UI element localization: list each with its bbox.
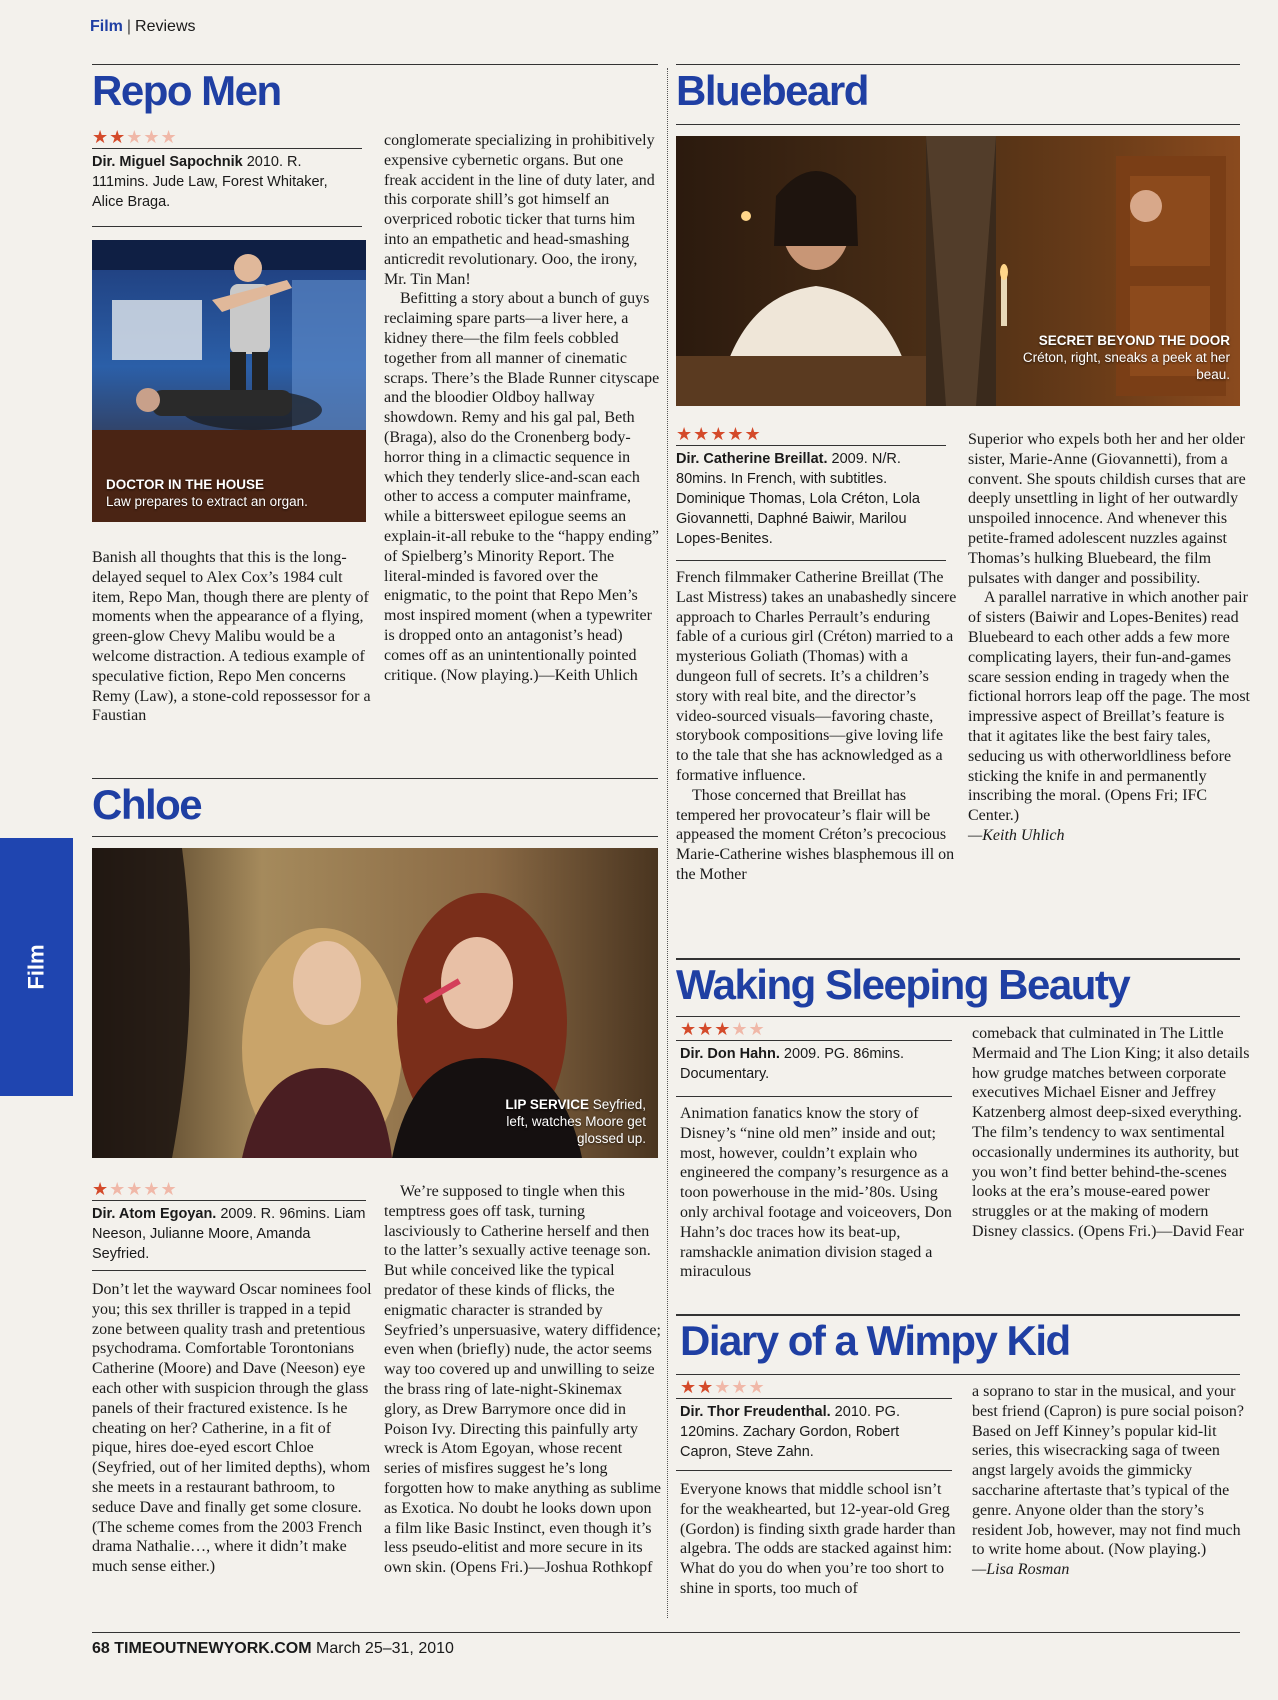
waking-body-col2 [972, 1024, 1252, 1242]
waking-top-rule [676, 958, 1240, 960]
chloe-rating-rule [92, 1200, 366, 1201]
bluebeard-caption [1016, 332, 1230, 383]
film-side-tab-label: Film [23, 944, 49, 990]
bluebeard-title: Bluebeard [676, 67, 868, 114]
waking-stars-empty: ★★ [731, 1019, 766, 1039]
waking-body-col1 [680, 1104, 962, 1282]
wimpy-director: Dir. Thor Freudenthal. [680, 1404, 831, 1420]
repo-men-col1-text: Banish all thoughts that this is the long-delayed sequel to Alex Cox’s 1984 cult item, Repo Man, though there are plenty of moments when the appearance of a flying, green-glow Chevy Malibu would be a welcome distraction. A tedious example of speculative fiction, Repo Men concerns Remy (Law), a stone-cold repossessor for a Faustian [92, 549, 371, 725]
repo-men-top-rule [92, 64, 658, 65]
waking-credits-rule [676, 1096, 952, 1097]
bluebeard-rating-rule [676, 445, 946, 446]
wimpy-col1-text: Everyone knows that middle school isn’t for the weakhearted, but 12-year-old Greg (Gordon) is finding sixth grade harder than algebra. The odds are stacked against him: What do you do when you’re too short to shine in sports, too much of [680, 1481, 956, 1597]
bluebeard-director: Dir. Catherine Breillat. [676, 451, 828, 467]
wimpy-rating [680, 1378, 766, 1396]
chloe-caption-head: LIP SERVICE [505, 1097, 589, 1112]
bluebeard-col2-p2: A parallel narrative in which another pair of sisters (Baiwir and Lopes-Benites) read Bluebeard to each other adds a few more complicating layers, their fun-and-games scare session ending in tragedy when the fictional horrors leap off the page. The most impressive aspect of Breillat’s feature is that it agitates like the best fairy tales, seducing us with otherworldliness before sticking the knife in and permanently inscribing the moral. (Opens Fri; IFC Center.) [968, 589, 1250, 825]
waking-title-rule [676, 1016, 1240, 1017]
wimpy-title-rule [676, 1374, 1240, 1375]
bluebeard-credits-rule [676, 560, 946, 561]
wimpy-title: Diary of a Wimpy Kid [680, 1317, 1070, 1364]
film-side-tab [0, 838, 73, 1096]
bluebeard-credits [676, 449, 952, 549]
bluebeard-body-col1 [676, 568, 958, 885]
bluebeard-credit-details: 2009. N/R. 80mins. In French, with subtitles. Dominique Thomas, Lola Créton, Lola Giovannetti, Daphné Baiwir, Marilou Lopes-Benites. [676, 451, 920, 547]
wimpy-stars-filled: ★★ [680, 1377, 715, 1397]
waking-credits [680, 1044, 952, 1084]
waking-col1-text: Animation fanatics know the story of Disney’s “nine old men” inside and out; most, however, couldn’t explain who engineered the company’s resurgence as a toon powerhouse in the mid-’80s. Using only archival footage and voiceovers, Don Hahn’s doc traces how its beat-up, ramshackle animation division staged a miraculous [680, 1105, 952, 1281]
bluebeard-caption-text: Créton, right, sneaks a peek at her beau. [1022, 350, 1230, 382]
page-footer [92, 1640, 454, 1658]
waking-stars-filled: ★★★ [680, 1019, 732, 1039]
bluebeard-col2-p1: Superior who expels both her and her older sister, Marie-Anne (Giovannetti), from a convent. She spouts childish curses that are deeply unsettling in light of her outwardly unspoiled innocence. And whenever this petite-framed adolescent nuzzles against Thomas’s hulking Bluebeard, the film pulsates with danger and possibility. [968, 431, 1246, 587]
section-label: Reviews [135, 18, 196, 35]
section-brand: Film [90, 18, 123, 35]
repo-men-credits [92, 152, 362, 212]
bluebeard-top-rule [676, 64, 1240, 65]
wimpy-body-col2 [972, 1382, 1252, 1580]
bluebeard-col1-p2: Those concerned that Breillat has tempered her provocateur’s flair will be appeased the moment Créton’s precocious Marie-Catherine wishes blasphemous ill on the Mother [676, 786, 955, 883]
waking-credit-details: 2009. PG. 86mins. Documentary. [680, 1046, 905, 1082]
page-number: 68 [92, 1640, 110, 1657]
repo-men-photo [92, 240, 366, 522]
repo-men-stars-filled: ★★ [92, 127, 127, 147]
wimpy-col2-text: a soprano to star in the musical, and your best friend (Capron) is pure social poison? Based on Jeff Kinney’s popular kid-lit series, this wisecracking saga of tween angst largely avoids the gimmicky saccharine aftertaste that’s typical of the genre. Anyone older than the story’s resident Job, however, may not find much to write home about. (Now playing.) [972, 1383, 1244, 1559]
repo-men-credits-rule [92, 226, 362, 227]
wimpy-credits-rule [676, 1470, 952, 1471]
bluebeard-col1-p1: French filmmaker Catherine Breillat (The Last Mistress) takes an unabashedly sincere approach to Charles Perrault’s enduring fable of a curious girl (Créton) married to a mysterious Goliath (Thomas) with a dungeon full of secrets. It’s a children’s story with real bite, and the director’s video-sourced visuals—favoring chaste, storybook compositions—give loving life to the tale that she has acknowledged as a formative influence. [676, 569, 957, 784]
repo-men-caption-text: Law prepares to extract an organ. [106, 494, 308, 509]
chloe-body-col1 [92, 1280, 374, 1577]
footer-rule [92, 1632, 1240, 1633]
waking-rating [680, 1020, 766, 1038]
bluebeard-caption-head: SECRET BEYOND THE DOOR [1038, 333, 1230, 348]
waking-rating-rule [676, 1040, 952, 1041]
repo-men-caption-head: DOCTOR IN THE HOUSE [106, 477, 265, 492]
wimpy-byline [972, 1560, 1252, 1580]
chloe-body-col2 [384, 1182, 662, 1578]
waking-title: Waking Sleeping Beauty [676, 961, 1130, 1008]
wimpy-credit-details: 2010. PG. 120mins. Zachary Gordon, Robert Capron, Steve Zahn. [680, 1404, 900, 1460]
repo-men-body-col2 [384, 131, 660, 685]
wimpy-stars-empty: ★★★ [714, 1377, 766, 1397]
bluebeard-byline-text: —Keith Uhlich [968, 826, 1065, 844]
wimpy-body-col1 [680, 1480, 962, 1599]
chloe-rating [92, 1180, 178, 1198]
chloe-director: Dir. Atom Egoyan. [92, 1206, 217, 1222]
chloe-col1-text: Don’t let the wayward Oscar nominees fool you; this sex thriller is trapped in a tepid zone between quality trash and pretentious psychodrama. Comfortable Torontonians Catherine (Moore) and Dave (Neeson) eye each other with suspicion through the glass panels of their fractured existence. Is he cheating on her? Catherine, in a fit of pique, hires doe-eyed escort Chloe (Seyfried, out of her limited depths), whom she meets in a restaurant bathroom, to seduce Dave and finally get some closure. (The scheme comes from the 2003 French drama Nathalie…, where it didn’t make much sense either.) [92, 1281, 372, 1576]
chloe-col2-text: We’re supposed to tingle when this temptress goes off task, turning lasciviously to Catherine herself and then to the latter’s sexually active teenage son. But while conceived like the typical predator of these kinds of flicks, the enigmatic character is stranded by Seyfried’s unpersuasive, watery diffidence; even when (briefly) nude, the actor seems way too covered up and unwilling to seize the brass ring of late-night-Skinemax glory, as Drew Barrymore once did in Poison Ivy. Directing this painfully arty wreck is Atom Egoyan, whose recent series of misfires suggest he’s long forgotten how to make anything as sublime as Exotica. No doubt he looks down upon a film like Basic Instinct, even though it’s less pseudo-elitist and more secure in its own skin. (Opens Fri.)—Joshua Rothkopf [384, 1183, 661, 1577]
chloe-title-rule [92, 836, 658, 837]
repo-men-rating [92, 128, 178, 146]
wimpy-top-rule [676, 1314, 1240, 1316]
repo-men-rating-rule [92, 148, 362, 149]
waking-col2-text: comeback that culminated in The Little Mermaid and The Lion King; it also details how grudge matches between corporate executives Michael Eisner and Jeffrey Katzenberg almost deep-sixed everything. The film’s tendency to wax sentimental occasionally undermines its authority, but you won’t find better behind-the-scenes looks at the era’s mouse-eared power struggles or at the making of modern Disney classics. (Opens Fri.)—David Fear [972, 1025, 1250, 1240]
chloe-stars-filled: ★ [92, 1179, 110, 1199]
chloe-credits-rule [92, 1270, 366, 1271]
bluebeard-body-col2 [968, 430, 1250, 846]
column-divider [667, 68, 668, 1618]
footer-date: March 25–31, 2010 [316, 1640, 454, 1657]
repo-men-body-col1 [92, 548, 374, 726]
chloe-stars-empty: ★★★★ [109, 1179, 178, 1199]
waking-director: Dir. Don Hahn. [680, 1046, 780, 1062]
repo-men-title: Repo Men [92, 67, 281, 114]
repo-men-director: Dir. Miguel Sapochnik [92, 154, 243, 170]
repo-men-col2-p2: Befitting a story about a bunch of guys reclaiming spare parts—a liver here, a kidney there—the film feels cobbled together from all manner of cinematic scraps. There’s the Blade Runner cityscape and the bloodier Oldboy hallway showdown. Remy and his gal pal, Beth (Braga), also do the Cronenberg body-horror thing in a climactic sequence in which they tenderly slice-and-scan each other to access a computer mainframe, while a bittersweet epilogue seems an explain-it-all rebuke to the “happy ending” of Spielberg’s Minority Report. The literal-minded is favored over the enigmatic, to the point that Repo Men’s most inspired moment (when a typewriter is dropped onto an antagonist’s head) comes off as an unintentionally pointed critique. (Now playing.)—Keith Uhlich [384, 290, 660, 684]
repo-men-credit-details: 2010. R. 111mins. Jude Law, Forest Whitaker, Alice Braga. [92, 154, 328, 210]
chloe-caption [496, 1096, 646, 1147]
chloe-credits [92, 1204, 366, 1264]
chloe-caption-text: Seyfried, left, watches Moore get glossed up. [506, 1097, 646, 1146]
repo-men-col2-p1: conglomerate specializing in prohibitively expensive cybernetic organs. But one freak accident in the line of duty later, and this corporate shill’s got himself an overpriced robotic ticker that turns him into an empathetic and head-smashing anticredit revolutionary. Ooo, the irony, Mr. Tin Man! [384, 132, 655, 288]
footer-site: TIMEOUTNEWYORK.COM [114, 1640, 312, 1657]
chloe-top-rule [92, 778, 658, 779]
section-header [90, 18, 196, 36]
repo-men-stars-empty: ★★★ [126, 127, 178, 147]
wimpy-rating-rule [676, 1398, 952, 1399]
bluebeard-stars-filled: ★★★★★ [676, 424, 762, 444]
header-separator: | [126, 18, 132, 35]
repo-men-caption [106, 476, 356, 510]
bluebeard-byline [968, 826, 1250, 846]
wimpy-credits [680, 1402, 952, 1462]
chloe-photo [92, 848, 658, 1158]
chloe-title: Chloe [92, 781, 202, 828]
bluebeard-rating [676, 425, 762, 443]
bluebeard-title-rule [676, 124, 1240, 125]
wimpy-byline-text: —Lisa Rosman [972, 1561, 1070, 1579]
bluebeard-photo [676, 136, 1240, 406]
chloe-credit-details: 2009. R. 96mins. Liam Neeson, Julianne Moore, Amanda Seyfried. [92, 1206, 366, 1262]
